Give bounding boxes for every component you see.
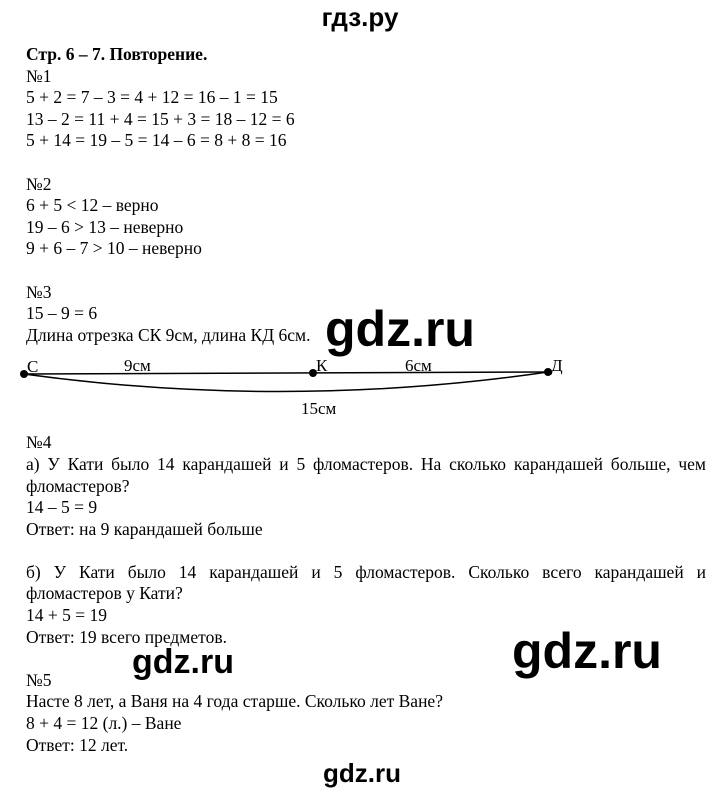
task5-question: Насте 8 лет, а Ваня на 4 года старше. Сколько лет Ване?: [26, 691, 443, 712]
task2-line-1: 6 + 5 < 12 – верно: [26, 195, 159, 216]
segment-line: [24, 372, 548, 374]
task4a-answer: Ответ: на 9 карандашей больше: [26, 518, 263, 539]
task4b-question-2: фломастеров у Кати?: [26, 583, 183, 604]
task5-calc: 8 + 4 = 12 (л.) – Ване: [26, 713, 182, 734]
watermark-gdz-3: gdz.ru: [132, 643, 234, 681]
task4a-calc: 14 – 5 = 9: [26, 497, 98, 518]
task5-answer: Ответ: 12 лет.: [26, 734, 129, 755]
task2-line-2: 19 – 6 > 13 – неверно: [26, 216, 184, 237]
task1-number: №1: [26, 65, 52, 86]
task2-number: №2: [26, 173, 52, 194]
segment-kd-length: 6см: [405, 356, 432, 375]
task4a-question-2: фломастеров?: [26, 475, 130, 496]
task4a-question-1: а) У Кати было 14 карандашей и 5 фломастеров. На сколько карандашей больше, чем: [26, 453, 706, 474]
task4-number: №4: [26, 432, 52, 453]
task2-line-3: 9 + 6 – 7 > 10 – неверно: [26, 238, 202, 259]
task4b-question-1: б) У Кати было 14 карандашей и 5 фломастеров. Сколько всего карандашей и: [26, 561, 706, 582]
task4b-answer: Ответ: 19 всего предметов.: [26, 626, 227, 647]
task1-line-1: 5 + 2 = 7 – 3 = 4 + 12 = 16 – 1 = 15: [26, 87, 278, 108]
task3-line-2: Длина отрезка СК 9см, длина КД 6см.: [26, 324, 311, 345]
segment-ck-length: 9см: [124, 356, 151, 375]
task3-number: №3: [26, 281, 52, 302]
watermark-gdz-2: gdz.ru: [512, 623, 662, 679]
watermark-gdz-4: gdz.ru: [323, 758, 401, 788]
task1-line-2: 13 – 2 = 11 + 4 = 15 + 3 = 18 – 12 = 6: [26, 108, 295, 129]
task5-number: №5: [26, 669, 52, 690]
watermark-gdz-1: gdz.ru: [325, 301, 475, 357]
task3-line-1: 15 – 9 = 6: [26, 303, 98, 324]
task1-line-3: 5 + 14 = 19 – 5 = 14 – 6 = 8 + 8 = 16: [26, 130, 287, 151]
site-header: гдз.ру: [321, 2, 399, 32]
total-brace: [24, 372, 548, 392]
task4b-calc: 14 + 5 = 19: [26, 605, 107, 626]
segment-diagram: [0, 350, 720, 430]
point-c-label: С: [27, 357, 39, 376]
page-title: Стр. 6 – 7. Повторение.: [26, 44, 208, 64]
point-k-label: К: [316, 356, 328, 375]
point-d-label: Д: [551, 356, 563, 375]
segment-total-length: 15см: [301, 399, 337, 418]
